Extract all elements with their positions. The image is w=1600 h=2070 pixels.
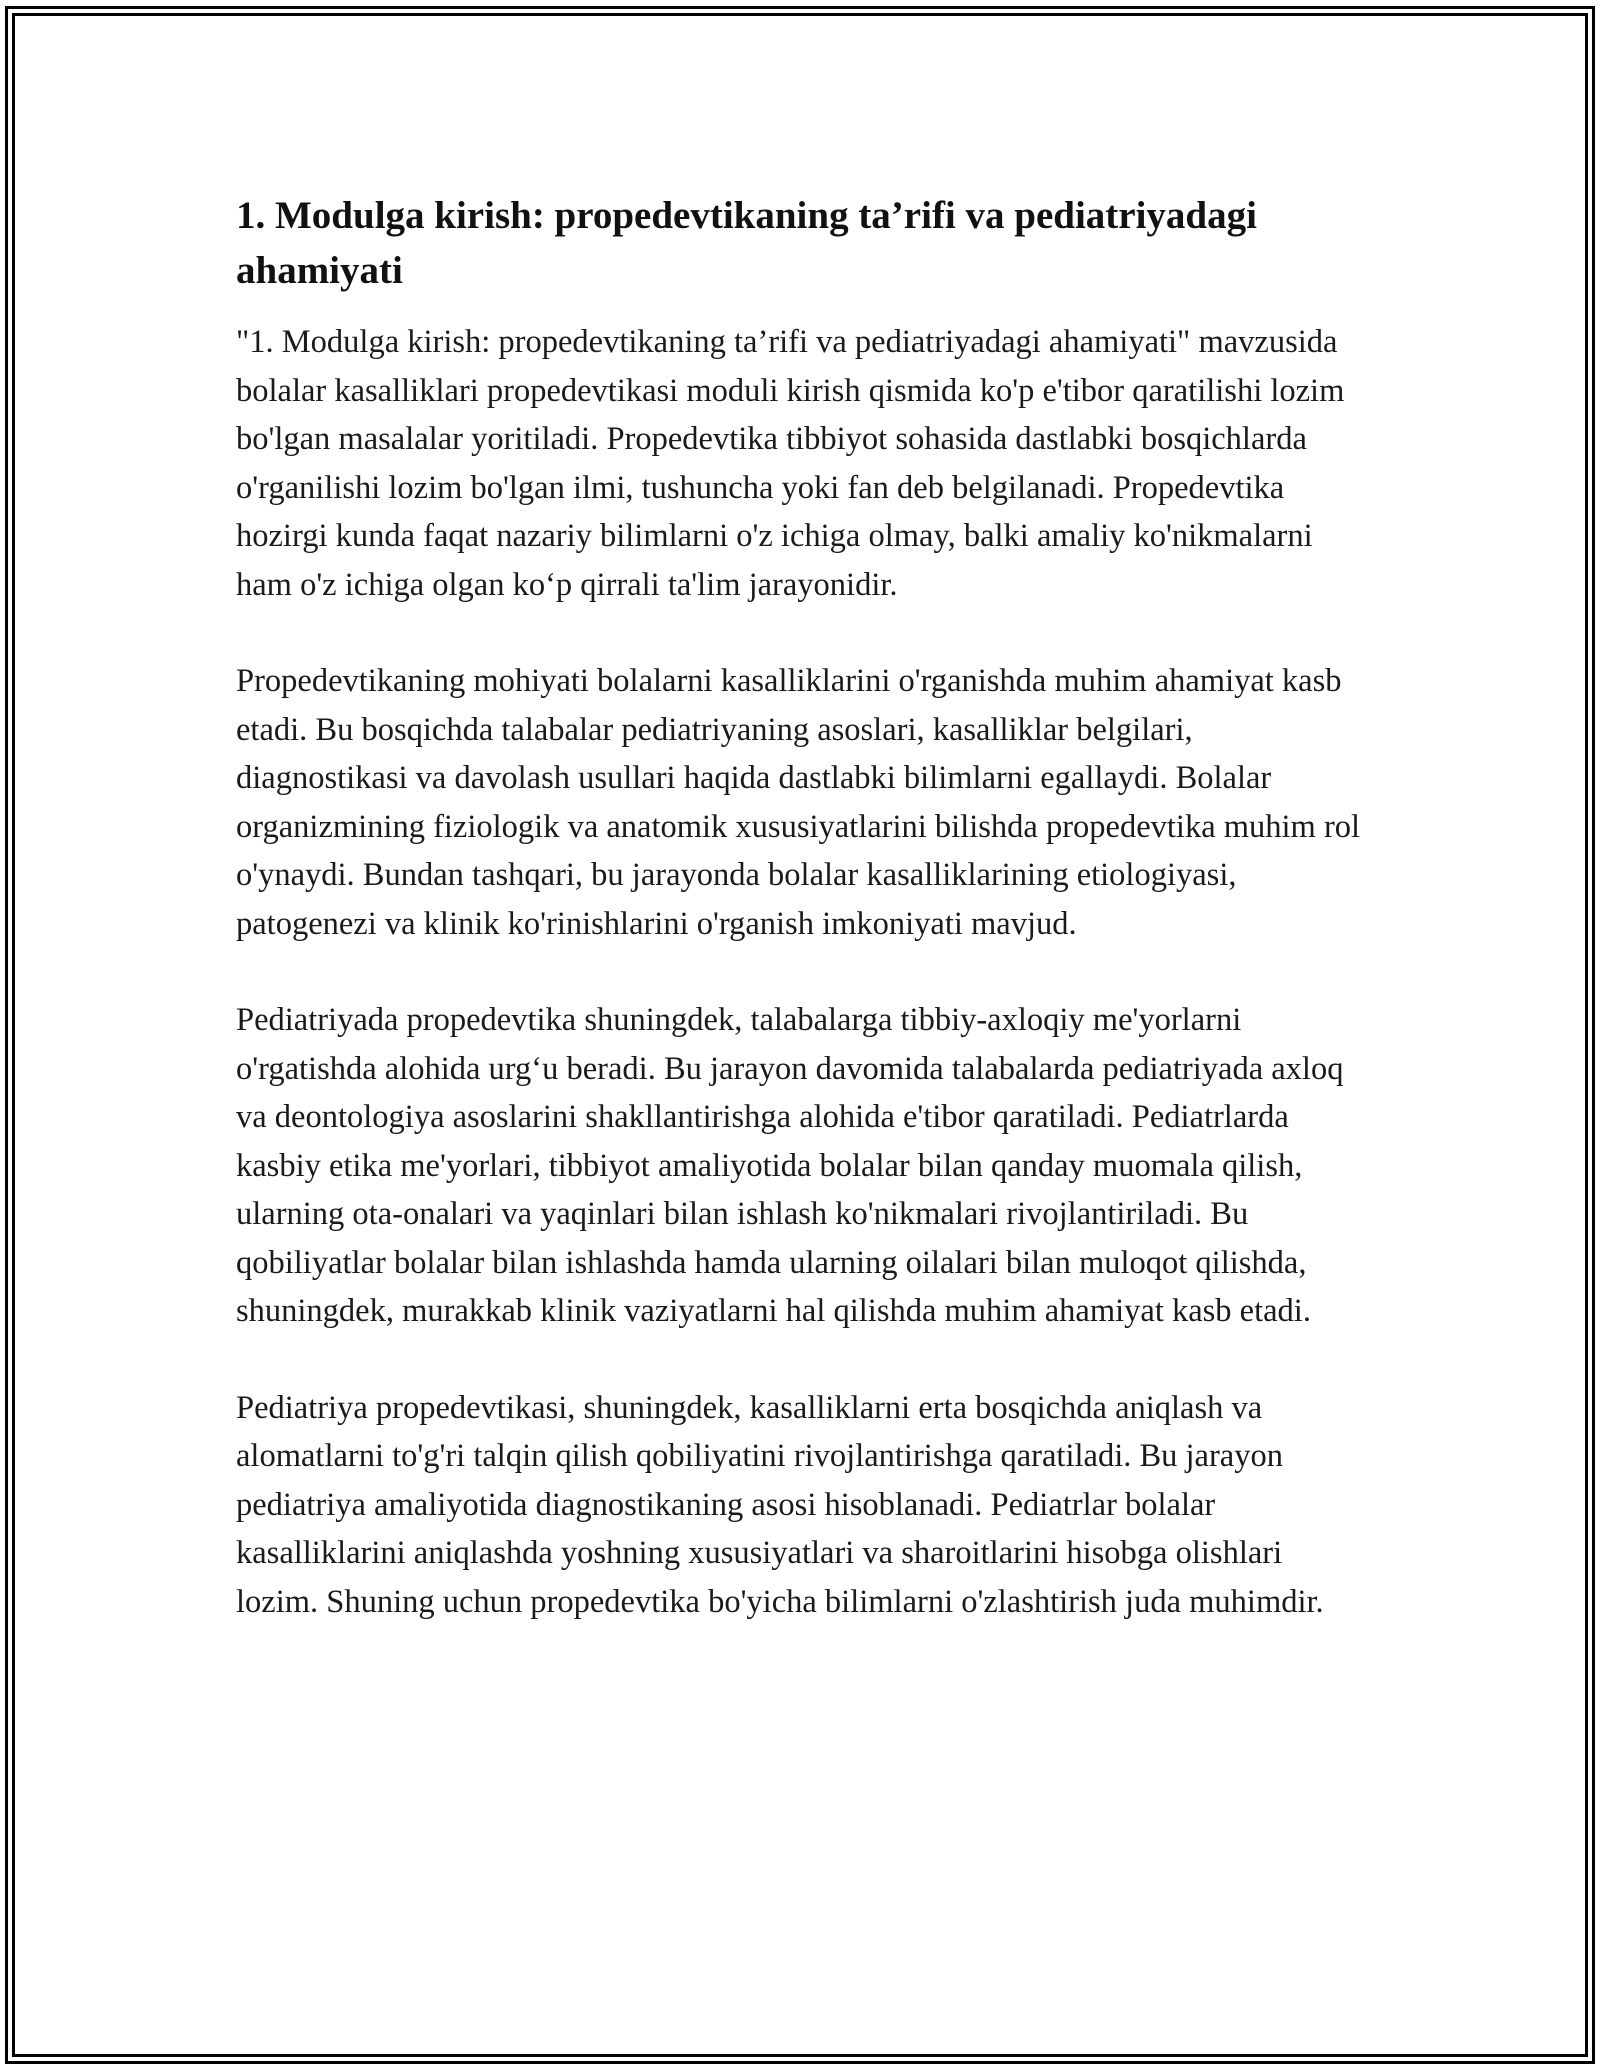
paragraph-1: "1. Modulga kirish: propedevtikaning ta’rifi va pediatriyadagi ahamiyati" mavzusida bolalar kasalliklari propedevtikasi moduli kirish qismida ko'p e'tibor qaratilishi lozim bo'lgan masalalar yoritiladi. Propedevtika tibbiyot sohasida dastlabki bosqichlarda o'rganilishi lozim bo'lgan ilmi, tushuncha yoki fan deb belgilanadi. Propedevtika hozirgi kunda faqat nazariy bilimlarni o'z ichiga olmay, balki amaliy ko'nikmalarni ham o'z ichiga olgan ko‘p qirrali ta'lim jarayonidir. — [236, 324, 1345, 603]
document-body — [236, 188, 1366, 1674]
document-title: 1. Modulga kirish: propedevtikaning ta’rifi va pediatriyadagi ahamiyati — [236, 194, 1257, 292]
paragraph-4: Pediatriya propedevtikasi, shuningdek, kasalliklarni erta bosqichda aniqlash va alomatlarni to'g'ri talqin qilish qobiliyatini rivojlantirishga qaratiladi. Bu jarayon pediatriya amaliyotida diagnostikaning asosi hisoblanadi. Pediatrlar bolalar kasalliklarini aniqlashda yoshning xususiyatlari va sharoitlarini hisobga olishlari lozim. Shuning uchun propedevtika bo'yicha bilimlarni o'zlashtirish juda muhimdir. — [236, 1389, 1324, 1620]
paragraph-3: Pediatriyada propedevtika shuningdek, talabalarga tibbiy-axloqiy me'yorlarni o'rgatishda alohida urg‘u beradi. Bu jarayon davomida talabalarda pediatriyada axloq va deontologiya asoslarini shakllantirishga alohida e'tibor qaratiladi. Pediatrlarda kasbiy etika me'yorlari, tibbiyot amaliyotida bolalar bilan qanday muomala qilish, ularning ota-onalari va yaqinlari bilan ishlash ko'nikmalari rivojlantiriladi. Bu qobiliyatlar bolalar bilan ishlashda hamda ularning oilalari bilan muloqot qilishda, shuningdek, murakkab klinik vaziyatlarni hal qilishda muhim ahamiyat kasb etadi. — [236, 1002, 1344, 1329]
paragraph-2: Propedevtikaning mohiyati bolalarni kasalliklarini o'rganishda muhim ahamiyat kasb etadi. Bu bosqichda talabalar pediatriyaning asoslari, kasalliklar belgilari, diagnostikasi va davolash usullari haqida dastlabki bilimlarni egallaydi. Bolalar organizmining fiziologik va anatomik xususiyatlarini bilishda propedevtika muhim rol o'ynaydi. Bundan tashqari, bu jarayonda bolalar kasalliklarining etiologiyasi, patogenezi va klinik ko'rinishlarini o'rganish imkoniyati mavjud. — [236, 663, 1361, 942]
